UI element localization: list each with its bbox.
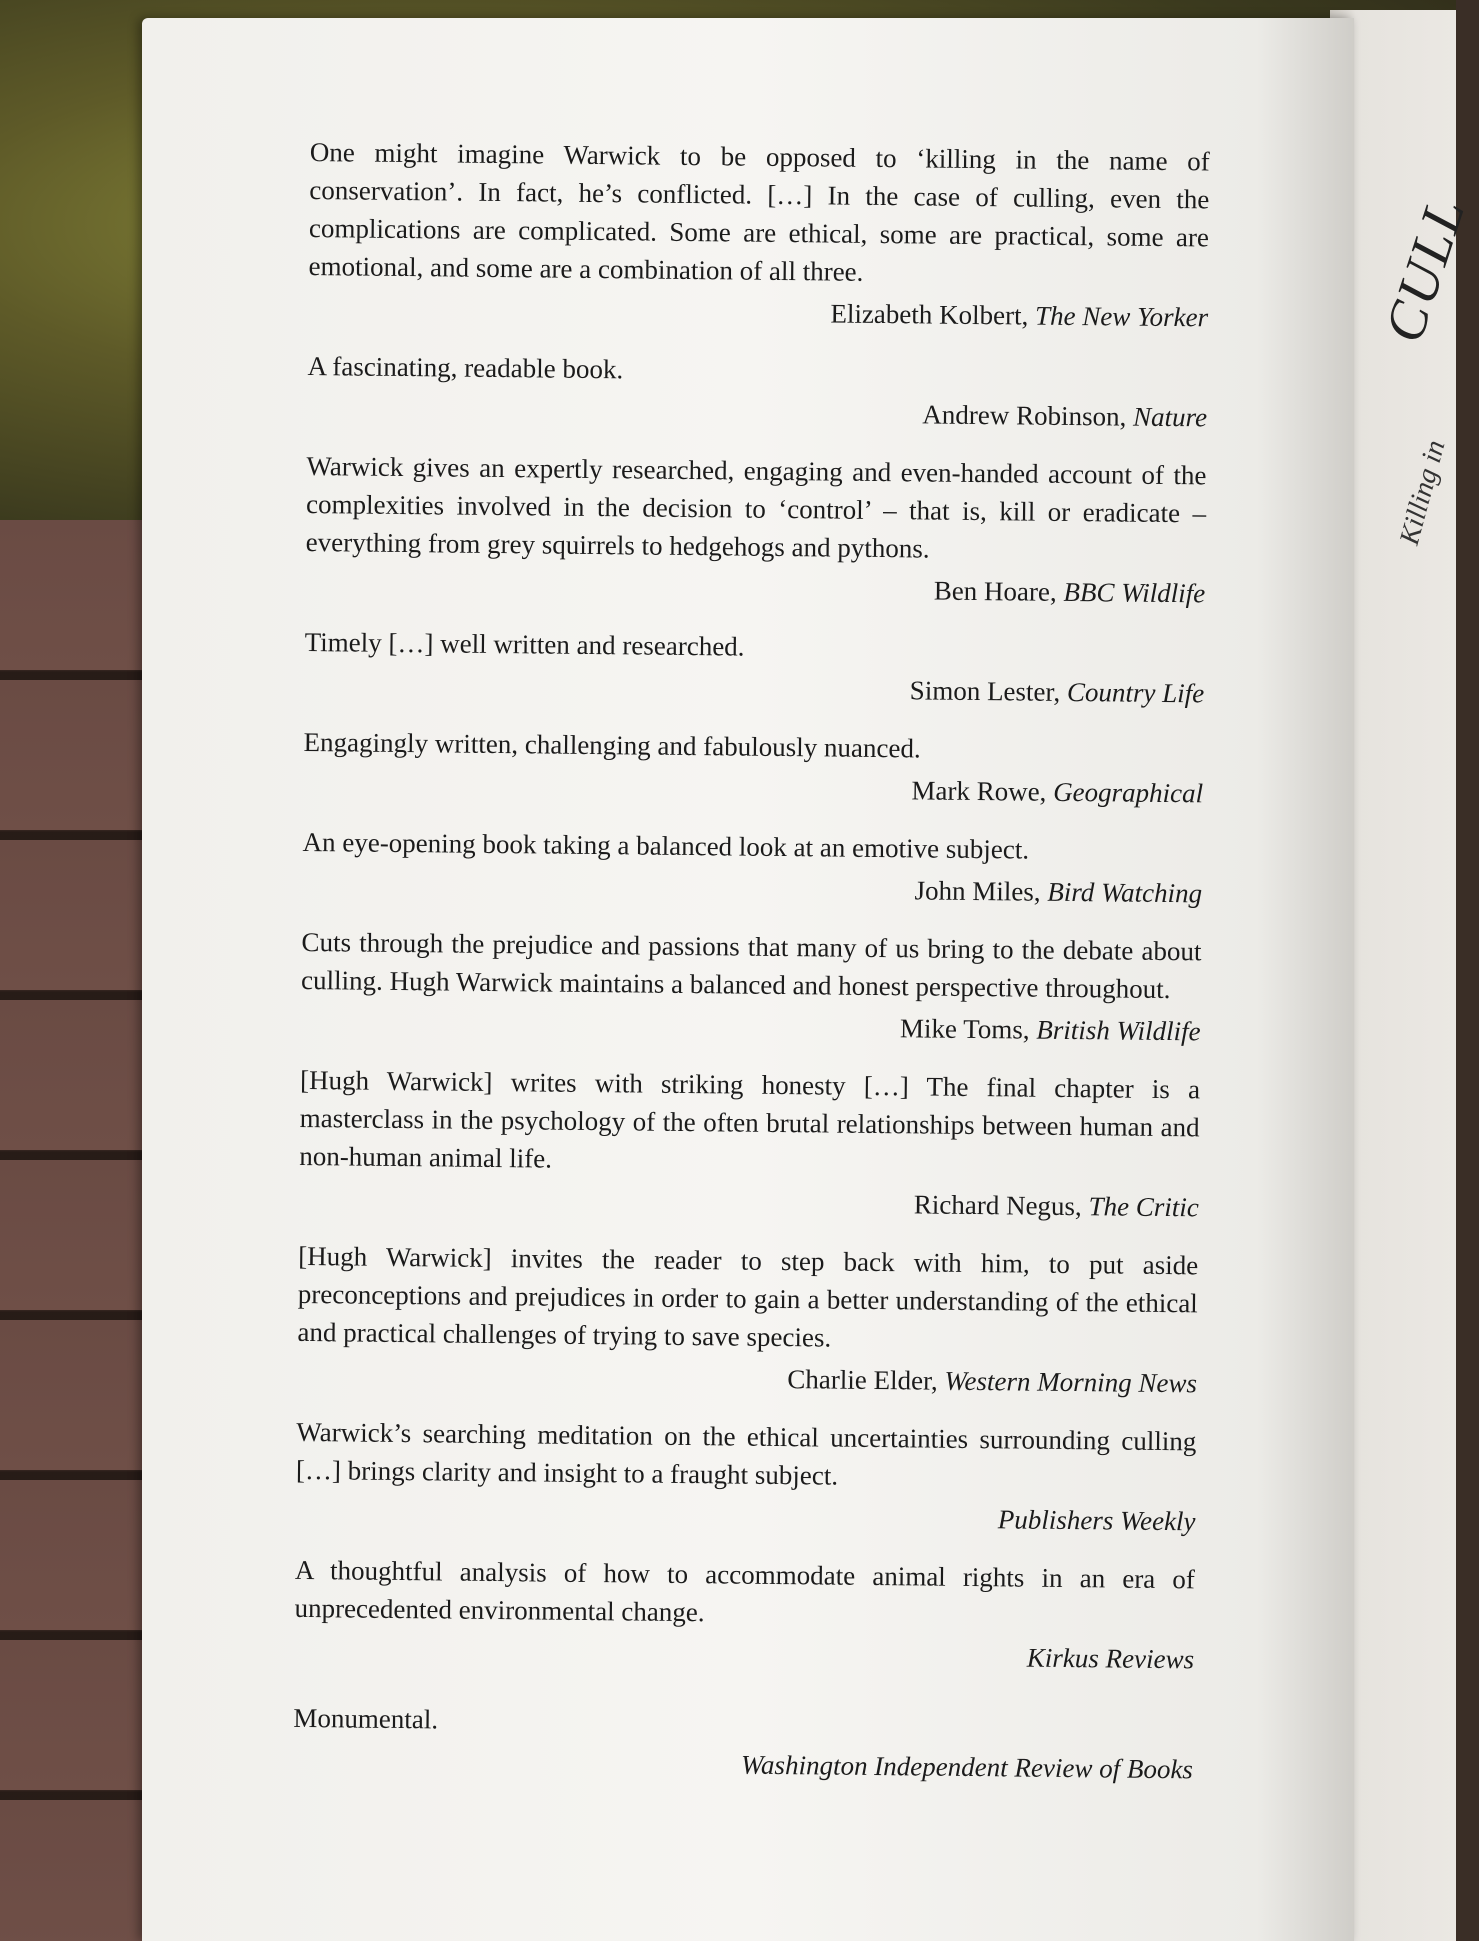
publication-name: Western Morning News	[944, 1365, 1198, 1399]
review-quote-11: A thoughtful analysis of how to accommodate animal rights in an era of unprecedented environmental change.	[294, 1554, 1196, 1628]
review-attribution-5	[303, 765, 1203, 812]
review-attribution-1	[308, 289, 1208, 336]
publication-name: The New Yorker	[1034, 300, 1209, 333]
review-attribution-4	[304, 665, 1204, 712]
review-quote-5: Engagingly written, challenging and fabulously nuanced.	[303, 726, 921, 764]
publication-name: Geographical	[1053, 776, 1204, 809]
review-attribution-10	[295, 1493, 1195, 1540]
review-attribution-12	[293, 1741, 1193, 1788]
review-quote-4: Timely […] well written and researched.	[304, 626, 745, 662]
review-quote-12: Monumental.	[293, 1702, 439, 1735]
publication-name: British Wildlife	[1036, 1014, 1201, 1047]
publication-name: Bird Watching	[1047, 876, 1203, 909]
facing-page-subtitle: Killing in	[1394, 437, 1452, 549]
reviewer-name: Simon Lester,	[909, 675, 1061, 707]
publication-name: BBC Wildlife	[1063, 576, 1206, 609]
review-quote-10: Warwick’s searching meditation on the ethical uncertainties surrounding culling […] brings clarity and insight to a fraught subject.	[295, 1416, 1197, 1491]
reviewer-name: John Miles,	[914, 875, 1041, 907]
review-quote-9: [Hugh Warwick] invites the reader to step back with him, to put aside preconceptions and prejudices in order to gain a better understanding of the ethical and practical challenges of trying to save species.	[297, 1240, 1199, 1353]
review-attribution-11	[294, 1631, 1194, 1678]
reviewer-name: Andrew Robinson,	[922, 399, 1127, 432]
review-quote-3: Warwick gives an expertly researched, engaging and even-handed account of the complexities involved in the decision to ‘control’ – that is, kill or eradicate – everything from grey squirrels to hedgehogs and pythons.	[305, 450, 1207, 564]
reviewer-name: Elizabeth Kolbert,	[830, 298, 1029, 331]
reviewer-name: Charlie Elder,	[787, 1364, 938, 1396]
review-attribution-7	[300, 1003, 1200, 1050]
reviewer-name: Mike Toms,	[899, 1013, 1030, 1045]
review-quote-6: An eye-opening book taking a balanced look at an emotive subject.	[302, 826, 1030, 865]
publication-name: Nature	[1132, 401, 1208, 433]
review-attribution-3	[305, 565, 1205, 612]
review-attribution-9	[297, 1355, 1197, 1402]
reviewer-name: Richard Negus,	[913, 1189, 1082, 1222]
review-attribution-2	[307, 389, 1207, 436]
book-page	[142, 18, 1354, 1941]
review-quote-2: A fascinating, readable book.	[307, 350, 624, 385]
review-attribution-8	[299, 1179, 1199, 1226]
reviewer-name: Mark Rowe,	[911, 775, 1047, 807]
publication-name: Kirkus Reviews	[1026, 1642, 1195, 1675]
review-quote-7: Cuts through the prejudice and passions that many of us bring to the debate about culling. Hugh Warwick maintains a balanced and honest perspective throughout.	[300, 926, 1202, 1005]
publication-name: Publishers Weekly	[997, 1504, 1196, 1537]
review-list	[293, 133, 1210, 1808]
publication-name: The Critic	[1088, 1191, 1199, 1223]
review-quote-1: One might imagine Warwick to be opposed to ‘killing in the name of conservation’. In fact, he’s conflicted. […] In the case of culling, even the complications are complicated. Some are ethical, some are practical, some are emotional, and some are a combination of all three.	[308, 136, 1210, 287]
reviewer-name: Ben Hoare,	[933, 575, 1057, 607]
facing-page-title: CULL	[1372, 189, 1478, 350]
publication-name: Washington Independent Review of Books	[740, 1749, 1194, 1785]
publication-name: Country Life	[1066, 676, 1205, 709]
review-quote-8: [Hugh Warwick] writes with striking honesty […] The final chapter is a masterclass in the psychology of the often brutal relationships between human and non-human animal life.	[299, 1064, 1201, 1174]
review-attribution-6	[302, 865, 1202, 912]
